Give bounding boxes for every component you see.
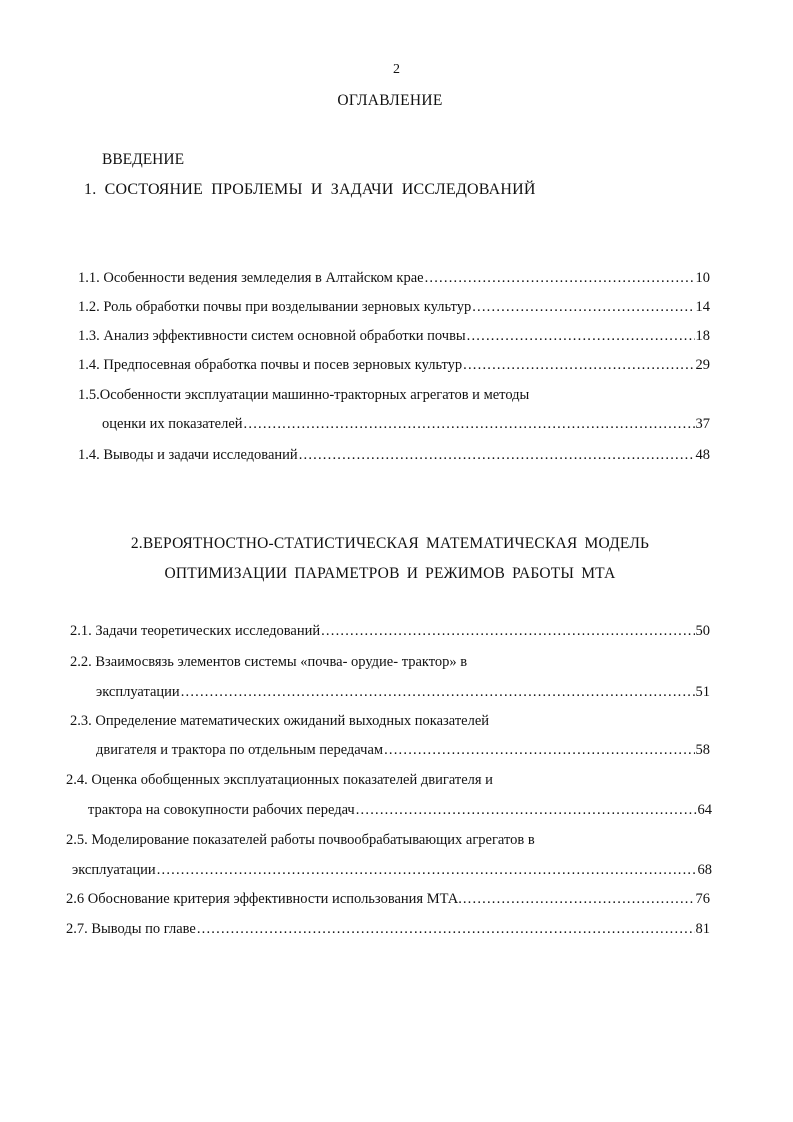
toc-entry-2-4[interactable] [88, 802, 712, 822]
toc-entry-2-2-title[interactable]: 2.2. Взаимосвязь элементов системы «почва- орудие- трактор» в [70, 654, 468, 670]
toc-entry-title: 2.6 Обоснование критерия эффективности использования МТА. [66, 891, 462, 907]
toc-entry-title: 1.2. Роль обработки почвы при возделывании зерновых культур [78, 299, 472, 315]
toc-intro-heading: ВВЕДЕНИЕ [102, 151, 185, 168]
page-number: 2 [393, 62, 400, 77]
toc-entry-1-2[interactable] [78, 299, 710, 319]
toc-entry-page: 10 [695, 270, 710, 286]
toc-leader-dots [472, 299, 694, 316]
toc-leader-dots [181, 684, 695, 701]
toc-entry-1-6[interactable] [78, 447, 710, 467]
toc-entry-page: 37 [695, 416, 710, 432]
chapter-2-heading-line1: 2.ВЕРОЯТНОСТНО-СТАТИСТИЧЕСКАЯ МАТЕМАТИЧЕСКАЯ МОДЕЛЬ [130, 535, 650, 552]
toc-entry-title: 1.3. Анализ эффективности систем основной обработки почвы [78, 328, 466, 344]
toc-entry-continuation: оценки их показателей [102, 416, 243, 432]
toc-title: ОГЛАВЛЕНИЕ [337, 92, 443, 109]
toc-entry-page: 68 [697, 862, 712, 878]
toc-entry-2-4-title[interactable]: 2.4. Оценка обобщенных эксплуатационных показателей двигателя и [66, 772, 493, 788]
toc-leader-dots [384, 742, 694, 759]
toc-entry-continuation: эксплуатации [72, 862, 156, 878]
toc-entry-page: 14 [695, 299, 710, 315]
chapter-2-heading-line2: ОПТИМИЗАЦИИ ПАРАМЕТРОВ И РЕЖИМОВ РАБОТЫ МТА [164, 565, 616, 582]
toc-entry-title: 2.7. Выводы по главе [66, 921, 196, 937]
toc-entry-continuation: трактора на совокупности рабочих передач [88, 802, 355, 818]
toc-leader-dots [299, 447, 695, 464]
toc-entry-2-3[interactable] [96, 742, 710, 762]
toc-leader-dots [425, 270, 695, 287]
toc-leader-dots [321, 623, 694, 640]
toc-entry-page: 18 [695, 328, 710, 344]
toc-entry-1-5-title[interactable]: 1.5.Особенности эксплуатации машинно-тракторных агрегатов и методы [78, 387, 530, 403]
toc-entry-2-2[interactable] [96, 684, 710, 704]
toc-leader-dots [463, 357, 694, 374]
toc-entry-title: 2.1. Задачи теоретических исследований [70, 623, 321, 639]
toc-entry-title: 1.4. Выводы и задачи исследований [78, 447, 298, 463]
toc-entry-title: 1.4. Предпосевная обработка почвы и посев зерновых культур [78, 357, 463, 373]
toc-entry-2-6[interactable] [66, 891, 710, 911]
toc-entry-title: 1.1. Особенности ведения земледелия в Алтайском крае [78, 270, 424, 286]
toc-entry-page: 81 [695, 921, 710, 937]
toc-entry-page: 50 [695, 623, 710, 639]
toc-leader-dots [463, 891, 695, 908]
toc-entry-2-5[interactable] [72, 862, 712, 882]
toc-entry-2-5-title[interactable]: 2.5. Моделирование показателей работы почвообрабатывающих агрегатов в [66, 832, 535, 848]
toc-entry-continuation: двигателя и трактора по отдельным передачам [96, 742, 384, 758]
toc-entry-1-1[interactable] [78, 270, 710, 290]
toc-leader-dots [157, 862, 697, 879]
toc-entry-page: 76 [695, 891, 710, 907]
toc-entry-page: 48 [695, 447, 710, 463]
toc-entry-2-1[interactable] [70, 623, 710, 643]
toc-entry-1-4[interactable] [78, 357, 710, 377]
toc-entry-page: 64 [697, 802, 712, 818]
toc-leader-dots [197, 921, 695, 938]
chapter-1-heading: 1. СОСТОЯНИЕ ПРОБЛЕМЫ И ЗАДАЧИ ИССЛЕДОВАНИЙ [84, 181, 536, 198]
toc-entry-continuation: эксплуатации [96, 684, 180, 700]
toc-leader-dots [244, 416, 695, 433]
toc-entry-2-3-title[interactable]: 2.3. Определение математических ожиданий выходных показателей [70, 713, 490, 729]
toc-entry-page: 29 [695, 357, 710, 373]
toc-entry-1-3[interactable] [78, 328, 710, 348]
toc-leader-dots [467, 328, 695, 345]
toc-entry-page: 58 [695, 742, 710, 758]
toc-entry-2-7[interactable] [66, 921, 710, 941]
toc-entry-1-5[interactable] [102, 416, 710, 436]
toc-entry-page: 51 [695, 684, 710, 700]
toc-leader-dots [356, 802, 697, 819]
